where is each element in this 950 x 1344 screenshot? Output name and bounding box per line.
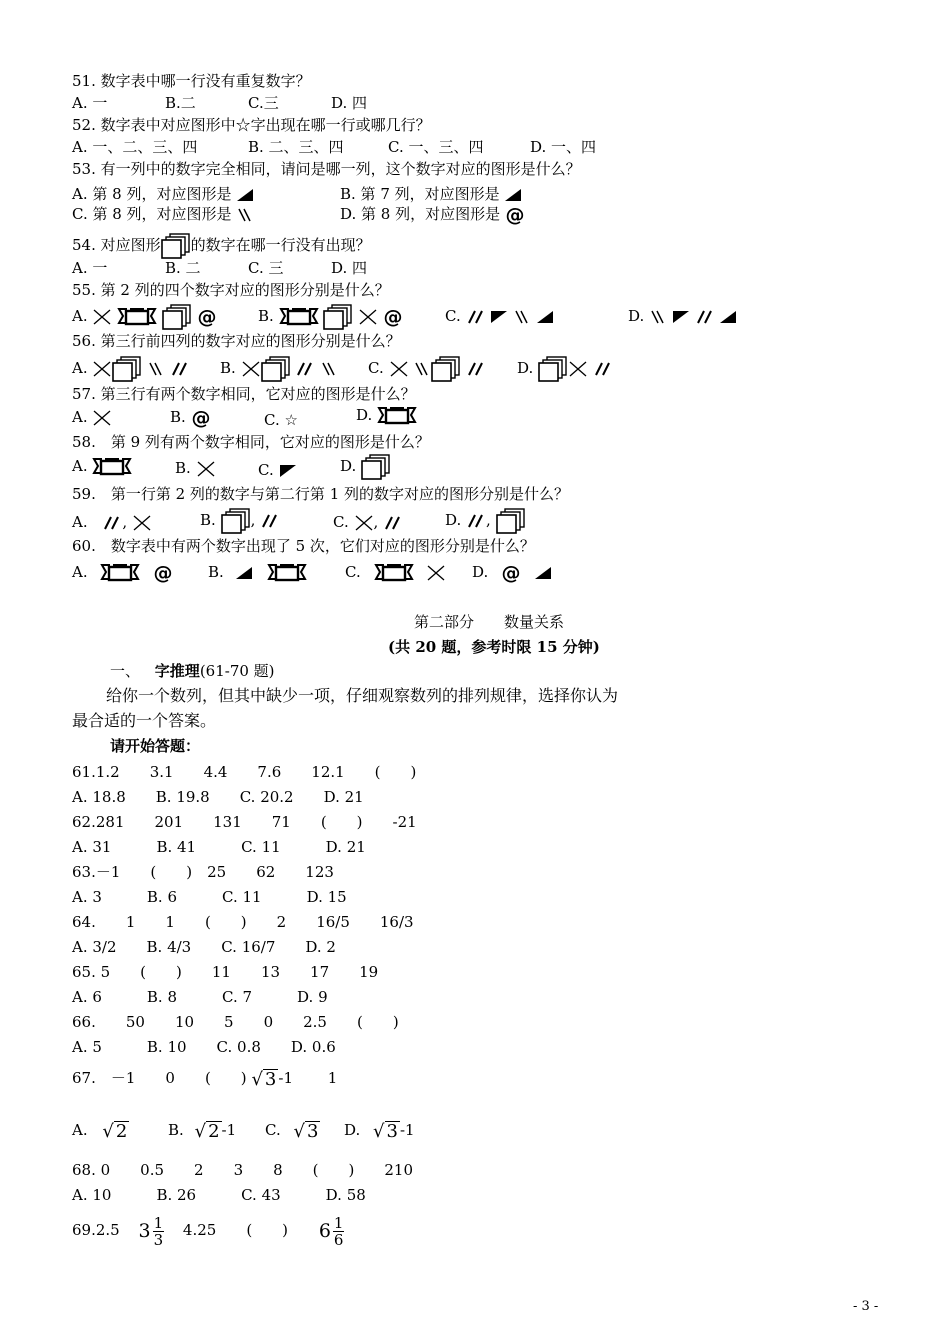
q56-option-a-label: A. <box>72 359 88 377</box>
part1-heading-range: (61-70 题) <box>199 662 275 680</box>
sqrt-expression: √ 2 <box>102 1120 128 1142</box>
q58-option-c <box>258 460 297 480</box>
q66-stem: 66. 50 10 5 0 2.5 ( ) <box>72 1013 399 1031</box>
q60-option-a-label: A. <box>72 563 88 581</box>
radicand: 3 <box>264 1068 277 1090</box>
x-icon <box>241 360 261 378</box>
fraction <box>333 1215 345 1248</box>
q69-stem <box>72 1210 346 1251</box>
q57-option-b <box>170 407 211 428</box>
at-icon <box>197 307 217 327</box>
double-slash-icon <box>466 309 486 325</box>
q58-option-b-label: B. <box>175 459 191 477</box>
part1-heading-num: 一、 <box>110 662 141 680</box>
q51-stem: 51. 数字表中哪一行没有重复数字？ <box>72 72 311 90</box>
q63-options: A. 3 B. 6 C. 11 D. 15 <box>72 888 347 906</box>
at-icon <box>383 307 403 327</box>
triangle-icon <box>536 310 554 324</box>
double-backslash-icon <box>236 207 254 223</box>
q57-stem: 57. 第三行有两个数字相同，它对应的图形是什么？ <box>72 385 416 403</box>
q54-option-a: A. 一 <box>72 259 108 277</box>
q60-option-a <box>72 562 173 583</box>
q67-option-a-label: A. <box>72 1121 88 1139</box>
q55-option-a-label: A. <box>72 307 88 325</box>
q59-option-d <box>445 507 526 534</box>
section-subtitle: (共 20 题，参考时限 15 分钟) <box>388 638 600 656</box>
sqrt-expression: √ 3 <box>373 1120 398 1142</box>
q58-option-c-label: C. <box>258 461 274 479</box>
flag-triangle-icon <box>279 464 297 478</box>
q56-option-c-label: C. <box>368 359 384 377</box>
q53-stem: 53. 有一列中的数字完全相同，请问是哪一列，这个数字对应的图形是什么？ <box>72 160 581 178</box>
double-slash-icon <box>383 515 403 531</box>
q51-option-a: A. 一 <box>72 94 108 112</box>
q67-stem <box>72 1068 337 1090</box>
q57-option-c <box>264 410 298 430</box>
q60-option-b <box>208 562 307 583</box>
triangle-icon <box>236 188 254 202</box>
at-icon <box>191 408 211 428</box>
radicand: 3 <box>306 1120 319 1142</box>
q53-option-a <box>72 184 254 204</box>
sqrt-expression: √ 3 <box>293 1120 319 1142</box>
q57-option-c-label: C. <box>264 411 280 429</box>
double-slash-icon <box>260 513 280 529</box>
q58-option-d-label: D. <box>340 457 357 475</box>
q54-stem <box>72 233 371 259</box>
q63-stem: 63.－1 ( ) 25 62 123 <box>72 863 334 881</box>
part1-heading-title: 字推理 <box>154 662 200 680</box>
scroll-icon <box>267 563 307 583</box>
q67-option-b-tail: -1 <box>221 1121 237 1139</box>
q67-option-a <box>72 1120 129 1142</box>
triangle-icon <box>534 566 552 580</box>
star-icon: ☆ <box>284 411 298 429</box>
double-backslash-icon <box>147 361 165 377</box>
q59-option-c <box>333 512 403 532</box>
q67-option-c <box>265 1120 320 1142</box>
denominator: 6 <box>333 1230 344 1249</box>
q55-option-c <box>445 306 554 326</box>
q56-option-d-label: D. <box>517 359 534 377</box>
q54-stem-post: 的数字在哪一行没有出现？ <box>190 236 371 254</box>
double-slash-icon <box>170 361 190 377</box>
q56-option-c <box>368 355 486 382</box>
x-icon <box>92 409 112 427</box>
triangle-icon <box>504 188 522 202</box>
scroll-icon <box>374 563 414 583</box>
q55-option-d <box>628 306 737 326</box>
q53-option-b-label: B. 第 7 列，对应图形是 <box>340 185 500 203</box>
q67-stem-last: 1 <box>327 1069 338 1087</box>
q60-option-c <box>345 562 446 583</box>
q53-option-c-label: C. 第 8 列，对应图形是 <box>72 205 232 223</box>
q59-option-b-label: B. <box>200 511 216 529</box>
numerator: 1 <box>153 1213 164 1232</box>
page-number: - 3 - <box>853 1299 879 1314</box>
double-slash-icon <box>102 515 122 531</box>
q54-option-c: C. 三 <box>248 259 284 277</box>
flag-triangle-icon <box>672 310 690 324</box>
triangle-icon <box>719 310 737 324</box>
q55-option-b-label: B. <box>258 307 274 325</box>
scroll-icon <box>100 563 140 583</box>
stacked-boxes-icon <box>112 356 142 382</box>
stacked-boxes-icon <box>221 508 251 534</box>
stacked-boxes-icon <box>161 233 191 259</box>
q57-option-d <box>356 405 417 426</box>
q52-option-a: A. 一、二、三、四 <box>72 138 198 156</box>
double-backslash-icon <box>320 361 338 377</box>
q55-stem: 55. 第 2 列的四个数字对应的图形分别是什么？ <box>72 281 390 299</box>
q59-option-a <box>72 512 152 532</box>
q64-stem: 64. 1 1 ( ) 2 16/5 16/3 <box>72 913 414 931</box>
q58-option-a <box>72 456 132 477</box>
radicand: 3 <box>386 1120 398 1142</box>
sqrt-expression: √ 3 <box>251 1068 277 1090</box>
x-icon <box>132 514 152 532</box>
q59-option-d-label: D. <box>445 511 462 529</box>
q67-stem-text: 67. －1 0 ( ) <box>72 1069 247 1087</box>
q53-option-c <box>72 204 254 224</box>
x-icon <box>389 360 409 378</box>
q67-stem-tail: -1 <box>278 1069 293 1087</box>
q62-options: A. 31 B. 41 C. 11 D. 21 <box>72 838 366 856</box>
q67-option-b-label: B. <box>168 1121 184 1139</box>
q61-options: A. 18.8 B. 19.8 C. 20.2 D. 21 <box>72 788 364 806</box>
q60-stem: 60. 数字表中有两个数字出现了 5 次，它们对应的图形分别是什么？ <box>72 537 535 555</box>
q55-option-d-label: D. <box>628 307 645 325</box>
q58-option-a-label: A. <box>72 457 88 475</box>
q62-stem: 62.281 201 131 71 ( ) -21 <box>72 813 417 831</box>
flag-triangle-icon <box>490 310 508 324</box>
q69-stem-mid: 4.25 ( ) <box>182 1221 289 1239</box>
stacked-boxes-icon <box>431 356 461 382</box>
q52-option-d: D. 一、四 <box>530 138 597 156</box>
stacked-boxes-icon <box>261 356 291 382</box>
q58-stem: 58. 第 9 列有两个数字相同，它对应的图形是什么？ <box>72 433 430 451</box>
double-slash-icon <box>466 513 486 529</box>
x-icon <box>568 360 588 378</box>
double-slash-icon <box>695 309 715 325</box>
q56-option-b <box>220 355 338 382</box>
q59-option-b <box>200 507 280 534</box>
part1-intro-line2: 最合适的一个答案。 <box>72 711 217 730</box>
q69-stem-pre: 69.2.5 <box>72 1221 120 1239</box>
q57-option-b-label: B. <box>170 408 186 426</box>
double-slash-icon <box>295 361 315 377</box>
q67-option-d-label: D. <box>344 1121 361 1139</box>
part1-start: 请开始答题： <box>110 737 201 755</box>
radicand: 2 <box>115 1120 128 1142</box>
q61-stem: 61.1.2 3.1 4.4 7.6 12.1 ( ) <box>72 763 417 781</box>
q53-option-d-label: D. 第 8 列，对应图形是 <box>340 205 501 223</box>
q60-option-d <box>472 562 552 583</box>
double-backslash-icon <box>413 361 431 377</box>
at-icon <box>505 205 525 225</box>
denominator: 3 <box>153 1230 164 1249</box>
x-icon <box>354 514 374 532</box>
q55-option-a <box>72 303 217 330</box>
sqrt-expression: √ 2 <box>194 1120 220 1142</box>
comma: , <box>373 513 379 531</box>
numerator: 1 <box>333 1213 344 1232</box>
q67-option-c-label: C. <box>265 1121 281 1139</box>
q59-option-a-label: A. <box>72 513 88 531</box>
x-icon <box>92 360 112 378</box>
q53-option-b <box>340 184 522 204</box>
double-backslash-icon <box>513 309 531 325</box>
q57-option-a <box>72 407 112 427</box>
stacked-boxes-icon <box>323 304 353 330</box>
scroll-icon <box>377 406 417 426</box>
q53-option-d <box>340 204 525 225</box>
q60-option-d-label: D. <box>472 563 489 581</box>
triangle-icon <box>235 566 253 580</box>
q59-stem: 59. 第一行第 2 列的数字与第二行第 1 列的数字对应的图形分别是什么？ <box>72 485 570 503</box>
x-icon <box>196 460 216 478</box>
q51-option-b: B.二 <box>165 94 196 112</box>
q60-option-c-label: C. <box>345 563 361 581</box>
double-slash-icon <box>466 361 486 377</box>
double-backslash-icon <box>649 309 667 325</box>
x-icon <box>358 308 378 326</box>
at-icon <box>501 563 521 583</box>
q65-options: A. 6 B. 8 C. 7 D. 9 <box>72 988 328 1006</box>
q56-option-d <box>517 355 613 382</box>
double-slash-icon <box>593 361 613 377</box>
q55-option-c-label: C. <box>445 307 461 325</box>
q56-stem: 56. 第三行前四列的数字对应的图形分别是什么？ <box>72 332 401 350</box>
section-title: 第二部分 数量关系 <box>414 613 565 631</box>
mixed-number-whole: 3 <box>138 1220 151 1242</box>
scroll-icon <box>92 457 132 477</box>
stacked-boxes-icon <box>162 304 192 330</box>
comma: , <box>486 511 491 529</box>
q51-option-c: C.三 <box>248 94 279 112</box>
stacked-boxes-icon <box>361 454 391 480</box>
stacked-boxes-icon <box>538 356 568 382</box>
q67-option-d <box>344 1120 415 1142</box>
q56-option-a <box>72 355 190 382</box>
mixed-number-whole: 6 <box>318 1220 331 1242</box>
q58-option-d <box>340 453 391 480</box>
q68-stem: 68. 0 0.5 2 3 8 ( ) 210 <box>72 1161 413 1179</box>
q59-option-c-label: C. <box>333 513 349 531</box>
q58-option-b <box>175 458 216 478</box>
q52-option-c: C. 一、三、四 <box>388 138 484 156</box>
radicand: 2 <box>208 1120 220 1142</box>
comma: , <box>122 513 128 531</box>
q57-option-a-label: A. <box>72 408 88 426</box>
q57-option-d-label: D. <box>356 406 373 424</box>
fraction <box>153 1215 165 1248</box>
q66-options: A. 5 B. 10 C. 0.8 D. 0.6 <box>72 1038 336 1056</box>
comma: , <box>250 511 256 529</box>
x-icon <box>426 564 446 582</box>
x-icon <box>92 308 112 326</box>
q53-option-a-label: A. 第 8 列，对应图形是 <box>72 185 232 203</box>
q54-option-b: B. 二 <box>165 259 201 277</box>
q55-option-b <box>258 303 403 330</box>
q65-stem: 65. 5 ( ) 11 13 17 19 <box>72 963 379 981</box>
scroll-icon <box>117 307 157 327</box>
q52-stem: 52. 数字表中对应图形中☆字出现在哪一行或哪几行？ <box>72 116 431 134</box>
q60-option-b-label: B. <box>208 563 224 581</box>
part1-intro-line1: 给你一个数列，但其中缺少一项，仔细观察数列的排列规律，选择你认为 <box>106 686 619 705</box>
q54-option-d: D. 四 <box>331 259 368 277</box>
scroll-icon <box>279 307 319 327</box>
q51-option-d: D. 四 <box>331 94 368 112</box>
q68-options: A. 10 B. 26 C. 43 D. 58 <box>72 1186 366 1204</box>
q52-option-b: B. 二、三、四 <box>248 138 344 156</box>
q54-stem-pre: 54. 对应图形 <box>72 236 161 254</box>
q67-option-b <box>168 1120 236 1142</box>
at-icon <box>153 563 173 583</box>
q56-option-b-label: B. <box>220 359 236 377</box>
stacked-boxes-icon <box>496 508 526 534</box>
q64-options: A. 3/2 B. 4/3 C. 16/7 D. 2 <box>72 938 336 956</box>
part1-heading <box>110 661 275 681</box>
q67-option-d-tail: -1 <box>399 1121 415 1139</box>
